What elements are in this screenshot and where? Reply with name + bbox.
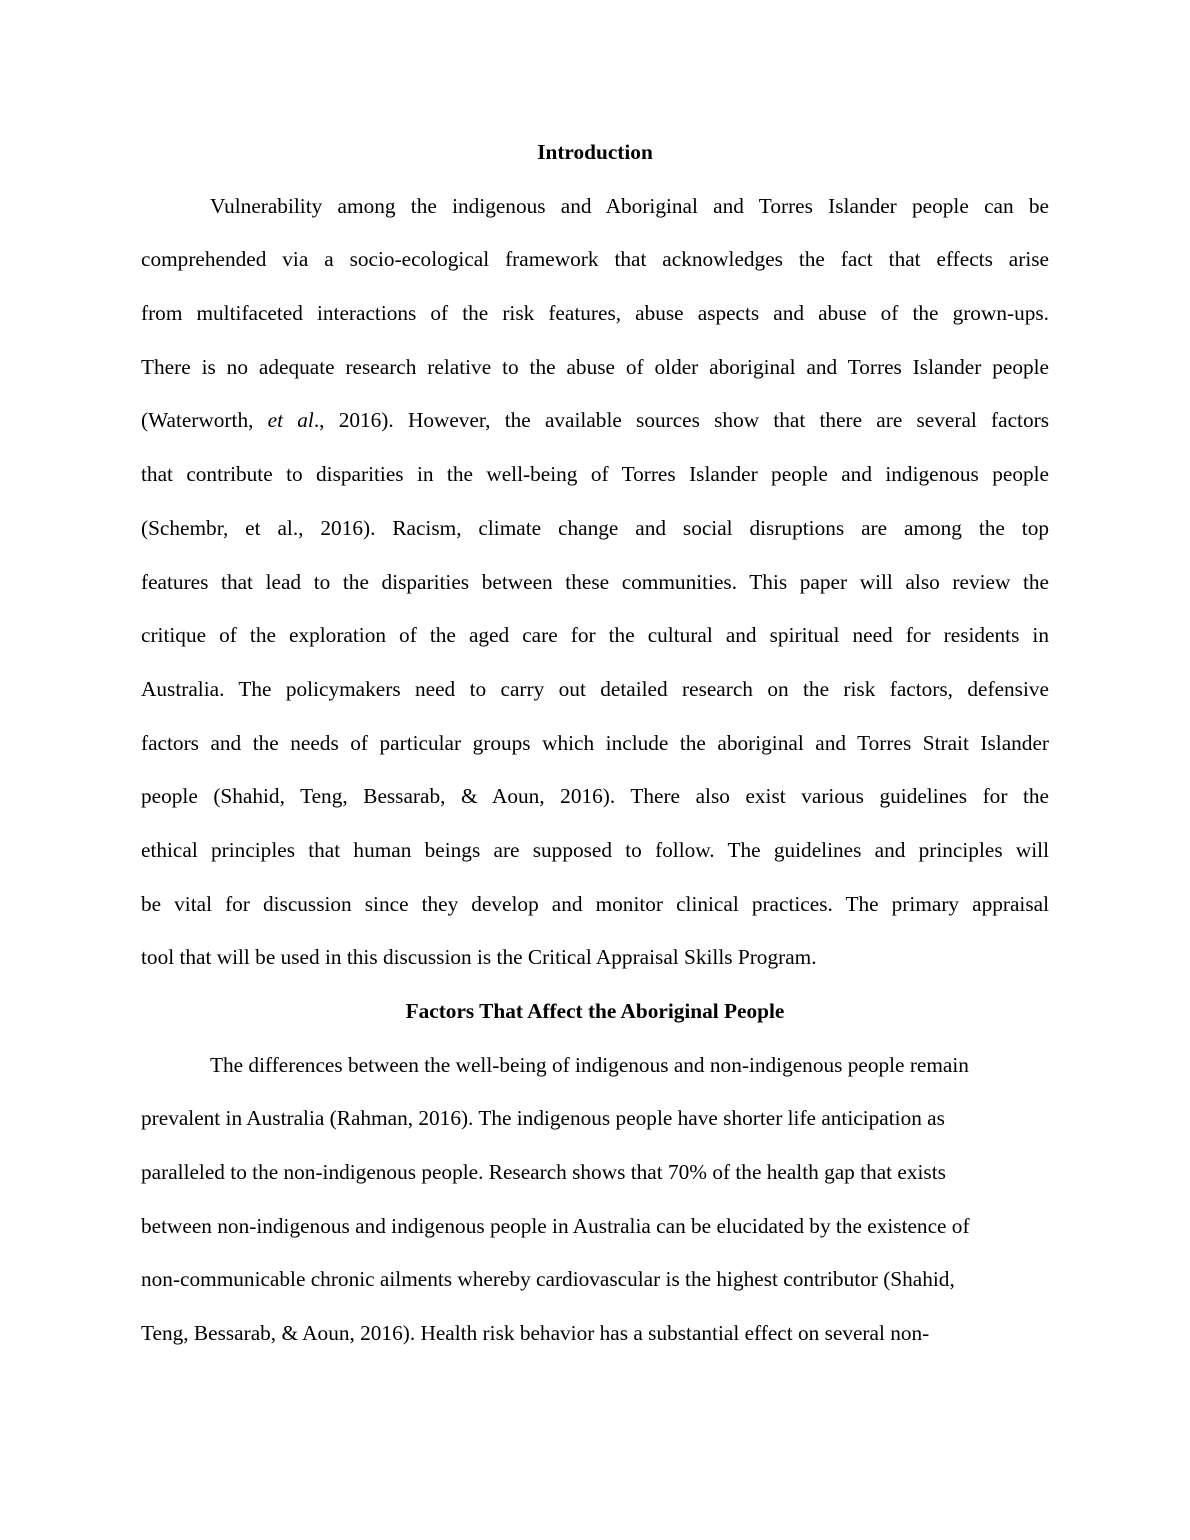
paragraph-line: Australia. The policymakers need to carry out detailed research on the risk factors, defensive bbox=[141, 676, 1049, 701]
paragraph-line: people (Shahid, Teng, Bessarab, & Aoun, 2016). There also exist various guidelines for the bbox=[141, 784, 1049, 809]
page-content bbox=[141, 126, 1049, 1361]
paragraph-line: critique of the exploration of the aged care for the cultural and spiritual need for residents in bbox=[141, 623, 1049, 648]
factors-paragraph bbox=[141, 1039, 1049, 1361]
paragraph-line: prevalent in Australia (Rahman, 2016). The indigenous people have shorter life anticipation as bbox=[141, 1106, 945, 1131]
paragraph-line: There is no adequate research relative to the abuse of older aboriginal and Torres Islander people bbox=[141, 354, 1049, 379]
section-heading-factors: Factors That Affect the Aboriginal People bbox=[405, 999, 785, 1023]
paragraph-line-with-citation bbox=[141, 394, 1049, 448]
paragraph-line: tool that will be used in this discussion is the Critical Appraisal Skills Program. bbox=[141, 945, 817, 970]
paragraph-line: features that lead to the disparities between these communities. This paper will also review the bbox=[141, 569, 1049, 594]
line-text: (Waterworth, bbox=[141, 408, 268, 433]
paragraph-line: between non-indigenous and indigenous people in Australia can be elucidated by the existence of bbox=[141, 1213, 970, 1238]
italic-citation: et al bbox=[267, 408, 314, 433]
paragraph-line: comprehended via a socio-ecological framework that acknowledges the fact that effects arise bbox=[141, 247, 1049, 272]
paragraph-line: from multifaceted interactions of the risk features, abuse aspects and abuse of the grown-ups. bbox=[141, 301, 1049, 326]
paragraph-line: non-communicable chronic ailments whereby cardiovascular is the highest contributor (Shahid, bbox=[141, 1267, 955, 1292]
paragraph-line: that contribute to disparities in the well-being of Torres Islander people and indigenous people bbox=[141, 462, 1049, 487]
introduction-paragraph bbox=[141, 180, 1049, 985]
paragraph-line: paralleled to the non-indigenous people. Research shows that 70% of the health gap that exists bbox=[141, 1160, 946, 1185]
paragraph-line: (Schembr, et al., 2016). Racism, climate change and social disruptions are among the top bbox=[141, 515, 1049, 540]
paragraph-line: Vulnerability among the indigenous and Aboriginal and Torres Islander people can be bbox=[210, 193, 1049, 218]
section-heading-introduction: Introduction bbox=[537, 140, 653, 164]
paragraph-line: Teng, Bessarab, & Aoun, 2016). Health risk behavior has a substantial effect on several non- bbox=[141, 1321, 930, 1346]
paragraph-line: be vital for discussion since they develop and monitor clinical practices. The primary appraisal bbox=[141, 891, 1049, 916]
paragraph-line: factors and the needs of particular groups which include the aboriginal and Torres Strait Islander bbox=[141, 730, 1049, 755]
paragraph-line: The differences between the well-being of indigenous and non-indigenous people remain bbox=[210, 1052, 969, 1077]
line-text: ., 2016). However, the available sources show that there are several factors bbox=[313, 408, 1049, 433]
paragraph-line: ethical principles that human beings are supposed to follow. The guidelines and principles will bbox=[141, 837, 1049, 862]
